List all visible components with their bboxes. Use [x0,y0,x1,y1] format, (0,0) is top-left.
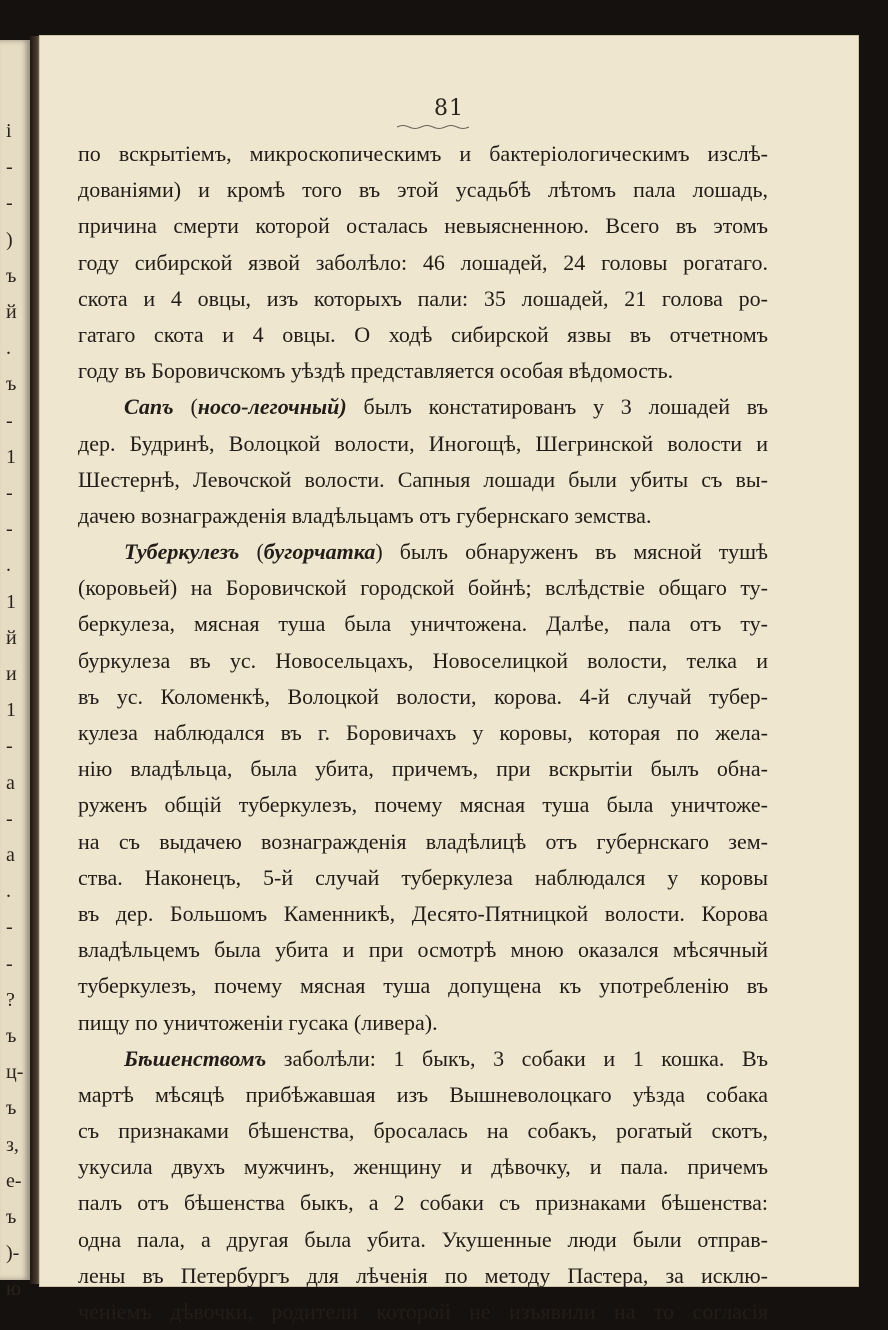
adjacent-page-char: - [6,807,13,830]
text-run: по вскрытіемъ, микроскопическимъ и бактеріологическимъ изслѣ- [78,141,768,166]
adjacent-page-char: і [6,120,12,142]
text-run: дер. Будринѣ, Волоцкой волости, Иногощѣ, Шегринской волости и [78,430,768,456]
text-run: причина смерти которой осталась невыясненною. Всего въ этомъ [78,213,768,239]
text-line [78,1222,768,1258]
text-line [78,570,768,606]
page-number-flourish [395,124,471,130]
adjacent-page-char: а [6,844,15,866]
text-line [78,860,768,896]
text-run: дачею вознагражденія владѣльцамъ отъ губернскаго земства. [78,502,652,528]
adjacent-page-char: . [6,880,11,903]
adjacent-page-char: - [6,952,13,975]
adjacent-page-char: . [6,337,11,360]
text-run: году сибирской язвой заболѣло: 46 лошадей, 24 головы рогатаго. [78,249,768,275]
text-line [78,208,768,244]
text-run: укусила двухъ мужчинъ, женщину и дѣвочку, и пала. причемъ [78,1154,768,1180]
text-line [78,426,768,462]
text-line [78,1149,768,1185]
text-run: руженъ общій туберкулезъ, почему мясная туша была уничтоже- [78,792,768,818]
text-line [78,245,768,281]
adjacent-page-char: ъ [6,373,17,396]
section-term: Сапъ [124,394,174,420]
adjacent-page-text-fragments [2,40,28,1301]
text-run: (коровьей) на Боровичской городской бойнѣ; вслѣдствіе общаго ту- [78,575,768,601]
text-run: лены въ Петербургъ для лѣченія по методу Пастера, за исклю- [78,1262,768,1288]
adjacent-page-char: ? [6,988,15,1011]
text-run: владѣльцемъ была убита и при осмотрѣ мною оказался мѣсячный [78,937,768,963]
adjacent-page-char: ъ [6,264,17,287]
text-line [78,136,768,172]
text-line [78,643,768,679]
text-run: буркулеза въ ус. Новосельцахъ, Новоселицкой волости, телка и [78,647,768,673]
text-line [78,968,768,1004]
text-line [78,932,768,968]
adjacent-page-char: - [6,482,13,504]
adjacent-page-char: . [6,554,11,577]
text-line [78,1077,768,1113]
adjacent-page-char: - [6,156,13,179]
text-run: былъ констатированъ у 3 лошадей въ [346,394,769,420]
text-line [78,606,768,642]
adjacent-page-char: и [6,663,17,685]
adjacent-page-char: - [6,192,13,215]
text-line [78,1185,768,1221]
adjacent-page-char: - [6,735,13,758]
text-run: въ дер. Большомъ Каменникѣ, Десято-Пятницкой волости. Корова [78,900,768,926]
body-text [78,136,768,1330]
adjacent-page-char: й [6,301,17,323]
text-run: ( [239,539,264,565]
text-run: гатаго скота и 4 овцы. О ходѣ сибирской язвы въ отчетномъ [78,321,768,347]
adjacent-page-char: 1 [6,590,16,613]
book-page [40,36,858,1324]
text-line [78,896,768,932]
adjacent-page-char: а [6,771,15,794]
text-line [78,498,768,534]
text-line [78,787,768,823]
text-run: заболѣли: 1 быкъ, 3 собаки и 1 кошка. Въ [266,1045,768,1071]
text-run: пищу по уничтоженіи гусака (ливера). [78,1009,438,1035]
text-run: нію владѣльца, была убита, причемъ, при вскрытіи былъ обна- [78,756,768,782]
section-term: бугорчатка [263,539,376,565]
text-run: ) былъ обнаруженъ въ мясной тушѣ [375,539,769,565]
text-line [78,751,768,787]
adjacent-page-char: ъ [6,1206,17,1228]
section-term: носо-легочный) [197,394,347,420]
text-run: дованіями) и кромѣ того въ этой усадьбѣ лѣтомъ пала лошадь, [78,177,768,203]
text-run: скота и 4 овцы, изъ которыхъ пали: 35 лошадей, 21 голова ро- [78,285,768,311]
adjacent-page-char: )- [6,1242,20,1265]
text-run: Шестернѣ, Левочской волости. Сапныя лошади были убиты съ вы- [78,466,768,492]
text-run: палъ отъ бѣшенства быкъ, а 2 собаки съ признаками бѣшенства: [78,1190,768,1216]
adjacent-page-char: ъ [6,1025,17,1047]
text-run: на съ выдачею вознагражденія владѣлицѣ отъ губернскаго зем- [78,828,768,854]
section-term: Туберкулезъ [124,539,240,565]
text-line [78,1294,768,1330]
text-run: беркулеза, мясная туша была уничтожена. Далѣе, пала отъ ту- [78,611,768,637]
text-line [78,679,768,715]
text-run: мартѣ мѣсяцѣ прибѣжавшая изъ Вышневолоцкаго уѣзда собака [78,1081,768,1107]
adjacent-page-char: - [6,518,13,541]
text-line [78,824,768,860]
text-line [78,534,768,570]
text-line [78,1113,768,1149]
text-line [78,462,768,498]
text-line [78,281,768,317]
text-line [78,389,768,425]
text-run: году въ Боровичскомъ уѣздѣ представляется особая вѣдомость. [78,358,674,384]
adjacent-page-char: ) [6,228,13,251]
text-line [78,1005,768,1041]
text-run: въ ус. Коломенкѣ, Волоцкой волости, корова. 4-й случай тубер- [78,683,768,709]
adjacent-page-char: ъ [6,1097,17,1120]
text-line [78,1258,768,1294]
adjacent-page-char: ю [6,1278,21,1301]
text-run: одна пала, а другая была убита. Укушенные люди были отправ- [78,1226,768,1252]
text-run: туберкулезъ, почему мясная туша допущена къ употребленію въ [78,973,768,999]
text-run: ( [173,394,198,420]
text-line [78,172,768,208]
text-run: ства. Наконецъ, 5-й случай туберкулеза наблюдался у коровы [78,864,768,890]
adjacent-page-char: - [6,916,13,939]
text-line [78,1041,768,1077]
text-line [78,317,768,353]
page-number: 81 [434,96,464,121]
text-run: съ признаками бѣшенства, бросалась на собакъ, рогатый скотъ, [78,1118,768,1144]
adjacent-page-char: 1 [6,699,16,722]
text-line [78,715,768,751]
adjacent-page-char: 1 [6,445,16,468]
adjacent-page-edge [0,40,30,1301]
section-term: Бѣшенствомъ [124,1045,267,1071]
adjacent-page-char: - [6,409,13,432]
text-run: ченіемъ дѣвочки, родители которой не изъявили на то согласія [78,1299,768,1324]
adjacent-page-char: е- [6,1169,22,1192]
text-line [78,353,768,389]
adjacent-page-char: з, [6,1133,19,1156]
text-run: кулеза наблюдался въ г. Боровичахъ у коровы, которая по жела- [78,720,768,745]
adjacent-page-char: й [6,626,17,649]
adjacent-page-char: ц- [6,1061,24,1084]
